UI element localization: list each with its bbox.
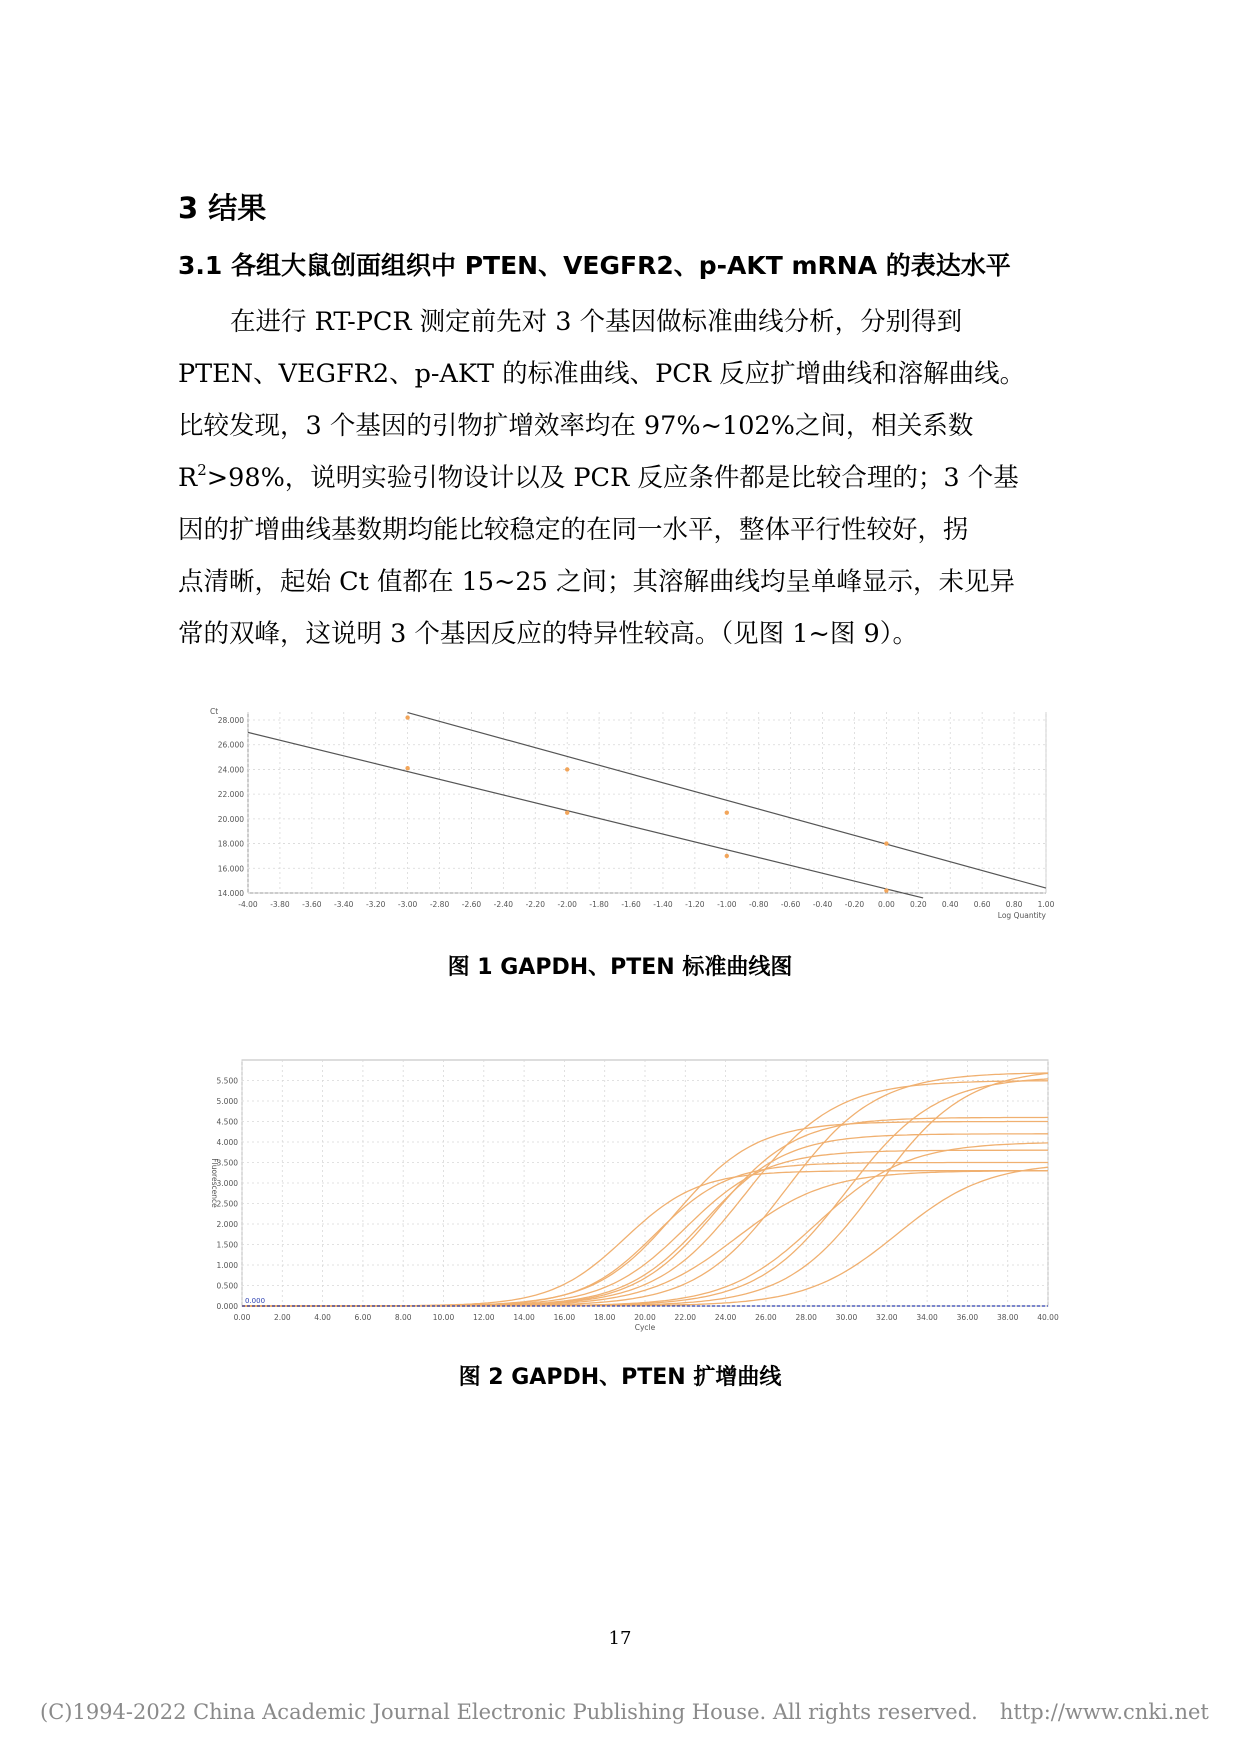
section-title: 3 结果 [178, 191, 267, 225]
data-point [884, 841, 888, 845]
x-tick-label: 38.00 [996, 1313, 1019, 1322]
x-tick-label: 0.20 [909, 900, 927, 909]
x-tick-label: -2.60 [461, 900, 482, 909]
x-tick-label: -1.00 [717, 900, 737, 909]
x-tick-label: 32.00 [876, 1313, 898, 1322]
x-tick-label: 6.00 [354, 1313, 372, 1322]
y-tick-label: 1.000 [216, 1261, 238, 1270]
copyright-footer [40, 1700, 1220, 1724]
x-tick-label: 4.00 [314, 1313, 331, 1322]
y-tick-label: 5.500 [216, 1076, 238, 1086]
body-paragraph [178, 296, 1098, 660]
y-tick-label: 18.000 [217, 839, 244, 849]
y-tick-label: 4.500 [216, 1117, 238, 1127]
x-tick-label: -3.00 [397, 900, 418, 909]
regression-line [248, 732, 923, 898]
data-point [405, 715, 409, 719]
x-tick-label: 0.40 [941, 900, 959, 909]
x-tick-label: -0.60 [780, 900, 801, 909]
y-tick-label: 3.500 [216, 1158, 238, 1168]
paragraph-line: 在进行 RT-PCR 测定前先对 3 个基因做标准曲线分析，分别得到 [230, 307, 963, 337]
paragraph-line: 常的双峰，这说明 3 个基因反应的特异性较高。（见图 1~图 9）。 [178, 619, 918, 649]
y-tick-label: 16.000 [217, 864, 244, 874]
x-tick-label: -1.80 [589, 900, 609, 909]
x-tick-label: -2.20 [525, 900, 545, 909]
figure-2-caption: 图 2 GAPDH、PTEN 扩增曲线 [458, 1365, 782, 1390]
x-tick-label: -1.20 [685, 900, 705, 909]
paragraph-line-r2 [178, 452, 1098, 504]
y-tick-label: 0.000 [216, 1302, 238, 1311]
threshold-label: 0.000 [245, 1297, 266, 1305]
x-tick-label: 8.00 [394, 1313, 412, 1322]
x-tick-label: 28.00 [795, 1313, 817, 1322]
x-tick-label: 24.00 [714, 1313, 737, 1322]
x-tick-label: 10.00 [432, 1313, 455, 1322]
footer-url: http://www.cnki.net [999, 1700, 1209, 1724]
x-tick-label: 36.00 [956, 1313, 979, 1322]
data-point [405, 766, 409, 770]
x-tick-label: -1.40 [653, 900, 673, 909]
y-tick-label: 2.000 [216, 1220, 238, 1229]
subsection-title: 3.1 各组大鼠创面组织中 PTEN、VEGFR2、p-AKT mRNA 的表达水平 [178, 251, 1011, 280]
y-axis-label: Fluorescence [210, 1158, 219, 1208]
x-tick-label: 14.00 [513, 1313, 535, 1322]
y-tick-label: 2.500 [216, 1199, 238, 1209]
paragraph-line: PTEN、VEGFR2、p-AKT 的标准曲线、PCR 反应扩增曲线和溶解曲线。 [178, 359, 1026, 389]
y-tick-label: 24.000 [217, 765, 244, 775]
data-point [725, 810, 729, 814]
x-tick-label: -2.40 [493, 900, 514, 909]
y-tick-label: 1.500 [216, 1240, 238, 1250]
figure-2-amplification-curve [200, 1050, 1070, 1354]
paragraph-line: 因的扩增曲线基数期均能比较稳定的在同一水平，整体平行性较好，拐 [178, 515, 969, 545]
y-tick-label: 3.000 [216, 1179, 238, 1188]
x-tick-label: 16.00 [553, 1313, 576, 1322]
x-tick-label: -1.60 [621, 900, 641, 909]
x-tick-label: -3.80 [270, 900, 290, 909]
x-tick-label: -0.40 [812, 900, 833, 909]
x-tick-label: 0.00 [878, 900, 895, 909]
y-tick-label: 26.000 [217, 740, 244, 750]
x-tick-label: 1.00 [1037, 900, 1055, 909]
y-tick-label: 0.500 [216, 1281, 238, 1291]
r-symbol: R [178, 463, 198, 493]
r-superscript: 2 [197, 461, 207, 479]
x-tick-label: -3.20 [365, 900, 386, 909]
x-tick-label: 2.00 [273, 1313, 291, 1322]
data-point [884, 888, 888, 892]
paragraph-line: 比较发现，3 个基因的引物扩增效率均在 97%~102%之间，相关系数 [178, 411, 974, 441]
x-tick-label: -3.60 [302, 900, 322, 909]
amplification-curve-chart [200, 1050, 1070, 1350]
x-tick-label: 0.00 [233, 1313, 251, 1322]
x-tick-label: -2.00 [557, 900, 577, 909]
x-tick-label: -2.80 [429, 900, 450, 909]
x-tick-label: 12.00 [473, 1313, 495, 1322]
data-point [565, 810, 569, 814]
paragraph-line-rest: >98%，说明实验引物设计以及 PCR 反应条件都是比较合理的；3 个基 [206, 463, 1019, 493]
x-tick-label: 26.00 [755, 1313, 777, 1322]
figure-1-caption: 图 1 GAPDH、PTEN 标准曲线图 [447, 955, 793, 980]
paragraph-line: 点清晰，起始 Ct 值都在 15~25 之间；其溶解曲线均呈单峰显示，未见异 [178, 567, 1015, 597]
y-tick-label: 4.000 [216, 1138, 238, 1147]
standard-curve-chart [200, 700, 1070, 925]
x-tick-label: 18.00 [593, 1313, 616, 1322]
figure-1-standard-curve [200, 700, 1070, 929]
y-tick-label: 22.000 [217, 790, 244, 800]
x-tick-label: 34.00 [916, 1313, 938, 1322]
data-point [725, 854, 729, 858]
x-axis-label: Cycle [634, 1323, 656, 1332]
y-tick-label: 14.000 [217, 889, 244, 898]
x-tick-label: -3.40 [334, 900, 354, 909]
x-axis-label: Log Quantity [997, 911, 1046, 920]
y-tick-label: 20.000 [217, 814, 244, 824]
y-tick-label: 28.000 [217, 716, 244, 725]
data-point [565, 767, 569, 771]
copyright-text: (C)1994-2022 China Academic Journal Electronic Publishing House. All rights reserved. [40, 1700, 978, 1724]
x-tick-label: -4.00 [238, 900, 258, 909]
x-tick-label: 22.00 [674, 1313, 697, 1322]
amplification-curve [242, 1150, 1048, 1306]
x-tick-label: 40.00 [1037, 1313, 1059, 1322]
x-tick-label: -0.80 [749, 900, 769, 909]
x-tick-label: -0.20 [844, 900, 865, 909]
x-tick-label: 20.00 [634, 1313, 656, 1322]
x-tick-label: 0.60 [973, 900, 991, 909]
amplification-curve [242, 1081, 1048, 1306]
y-axis-label: Ct [210, 707, 219, 716]
x-tick-label: 30.00 [835, 1313, 858, 1322]
x-tick-label: 0.80 [1005, 900, 1023, 909]
y-tick-label: 5.000 [216, 1097, 238, 1106]
page-number: 17 [608, 1628, 632, 1649]
